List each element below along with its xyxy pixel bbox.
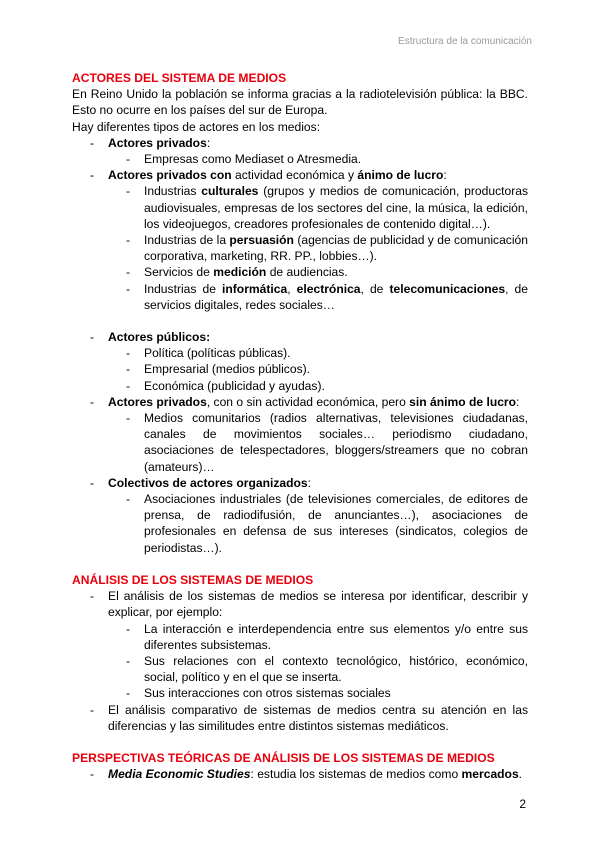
bullet: - bbox=[90, 767, 95, 782]
bullet: - bbox=[90, 702, 95, 717]
bullet: - bbox=[90, 394, 95, 409]
sub-item: - Política (políticas públicas). bbox=[126, 346, 291, 361]
sub-item: - Asociaciones industriales (de televisiones comerciales, de editores de prensa, de radiodifusión, de anunciantes…), asociaciones de profesionales en defensa de sus intereses (sindicatos, colegios de periodistas…). bbox=[126, 492, 528, 555]
bullet: - bbox=[126, 184, 131, 199]
bullet: - bbox=[90, 168, 95, 183]
bullet: - bbox=[126, 152, 131, 167]
page-content bbox=[72, 70, 528, 782]
section-heading-actores: ACTORES DEL SISTEMA DE MEDIOS bbox=[72, 71, 287, 85]
section-heading-perspectivas: PERSPECTIVAS TEÓRICAS DE ANÁLISIS DE LOS SISTEMAS DE MEDIOS bbox=[72, 750, 495, 765]
bullet: - bbox=[126, 411, 131, 426]
bullet: - bbox=[126, 362, 131, 377]
sub-item: - Servicios de medición de audiencias. bbox=[126, 265, 348, 280]
bullet: - bbox=[90, 135, 95, 150]
bullet: - bbox=[90, 330, 95, 345]
sub-item: - Sus relaciones con el contexto tecnológico, histórico, económico, social, político y en el que se inserta. bbox=[126, 653, 528, 685]
sub-item: - Sus interacciones con otros sistemas sociales bbox=[126, 686, 391, 701]
list-item-actores-privados: - Actores privados: bbox=[90, 135, 211, 150]
sub-item: - Medios comunitarios (radios alternativas, televisiones ciudadanas, canales de movimientos sociales… periodismo ciudadano, asociaciones de telespectadores, bloggers/streamers que no cobran (amateurs)… bbox=[126, 411, 528, 474]
bullet: - bbox=[90, 589, 95, 604]
intro-paragraph-2: Hay diferentes tipos de actores en los medios: bbox=[72, 119, 321, 134]
list-item-actores-privados-lucro: - Actores privados con actividad económica y ánimo de lucro: bbox=[90, 168, 447, 183]
bullet: - bbox=[126, 281, 131, 296]
bullet: - bbox=[126, 346, 131, 361]
list-item: - El análisis comparativo de sistemas de medios centra su atención en las diferencias y las similitudes entre distintos sistemas mediáticos. bbox=[90, 702, 528, 733]
bullet: - bbox=[126, 265, 131, 280]
bullet: - bbox=[126, 686, 131, 701]
sub-item: - Económica (publicidad y ayudas). bbox=[126, 378, 325, 393]
list-item: - El análisis de los sistemas de medios se interesa por identificar, describir y explicar, por ejemplo: bbox=[90, 589, 528, 620]
intro-paragraph: En Reino Unido la población se informa gracias a la radiotelevisión pública: la BBC. Esto no ocurre en los países del sur de Europa. bbox=[72, 87, 528, 118]
list-item-actores-publicos: - Actores públicos: bbox=[90, 330, 211, 345]
sub-item: - Industrias de la persuasión (agencias de publicidad y de comunicación corporativa, marketing, RR. PP., lobbies…). bbox=[126, 233, 528, 264]
sub-item: - Industrias culturales (grupos y medios de comunicación, productoras audiovisuales, empresas de los sectores del cine, la música, la edición, los videojuegos, creadores profesionales de contenido digital…). bbox=[126, 184, 528, 231]
sub-item: - Empresarial (medios públicos). bbox=[126, 362, 311, 377]
sub-item: - Empresas como Mediaset o Atresmedia. bbox=[126, 152, 362, 167]
list-item: - Media Economic Studies: estudia los sistemas de medios como mercados. bbox=[90, 767, 523, 782]
bullet: - bbox=[126, 378, 131, 393]
section-heading-analisis: ANÁLISIS DE LOS SISTEMAS DE MEDIOS bbox=[72, 572, 314, 587]
running-header: Estructura de la comunicación bbox=[398, 36, 532, 47]
page-number: 2 bbox=[519, 797, 526, 811]
bullet: - bbox=[126, 492, 131, 507]
sub-item: - La interacción e interdependencia entre sus elementos y/o entre sus diferentes subsistemas. bbox=[126, 621, 528, 652]
list-item-colectivos: - Colectivos de actores organizados: bbox=[90, 475, 311, 490]
list-item-actores-sin-lucro: - Actores privados, con o sin actividad económica, pero sin ánimo de lucro: bbox=[90, 394, 520, 409]
bullet: - bbox=[126, 233, 131, 248]
bullet: - bbox=[126, 653, 131, 668]
sub-item: - Industrias de informática, electrónica, de telecomunicaciones, de servicios digitales, redes sociales… bbox=[126, 281, 528, 312]
bullet: - bbox=[90, 475, 95, 490]
bullet: - bbox=[126, 621, 131, 636]
